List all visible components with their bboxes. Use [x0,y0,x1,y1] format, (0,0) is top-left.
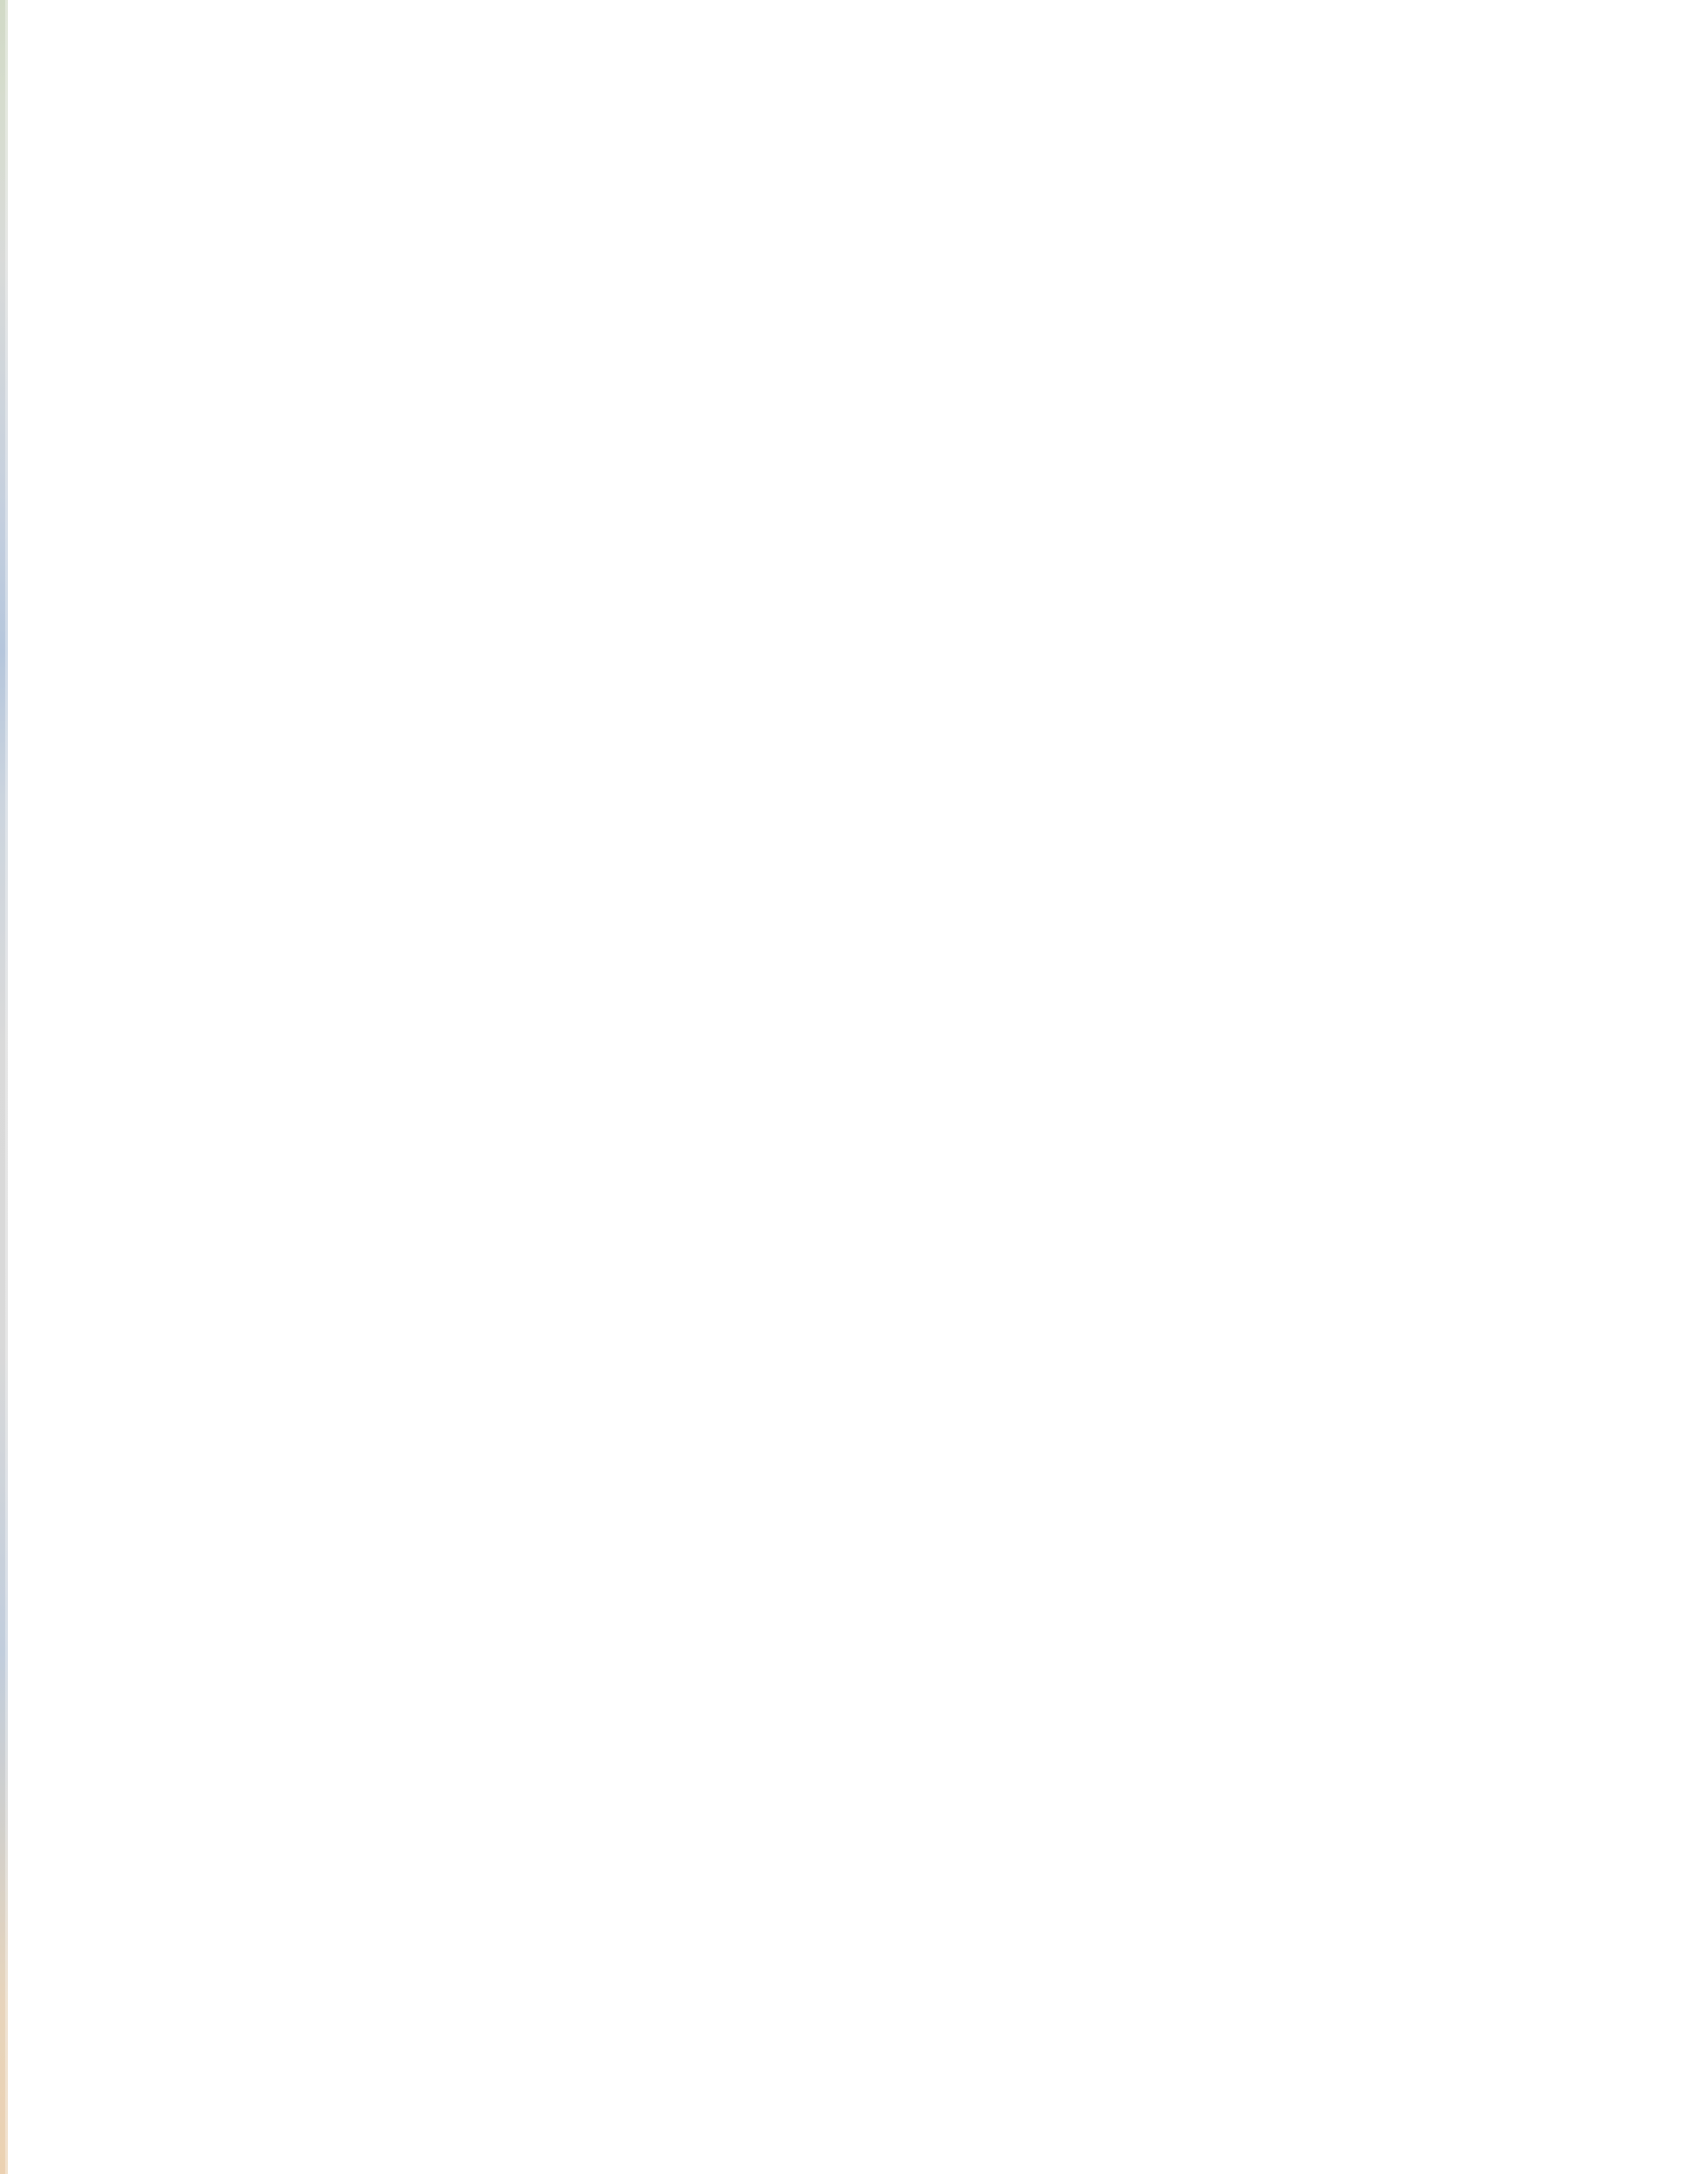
page-edge-fade [5,0,16,2174]
